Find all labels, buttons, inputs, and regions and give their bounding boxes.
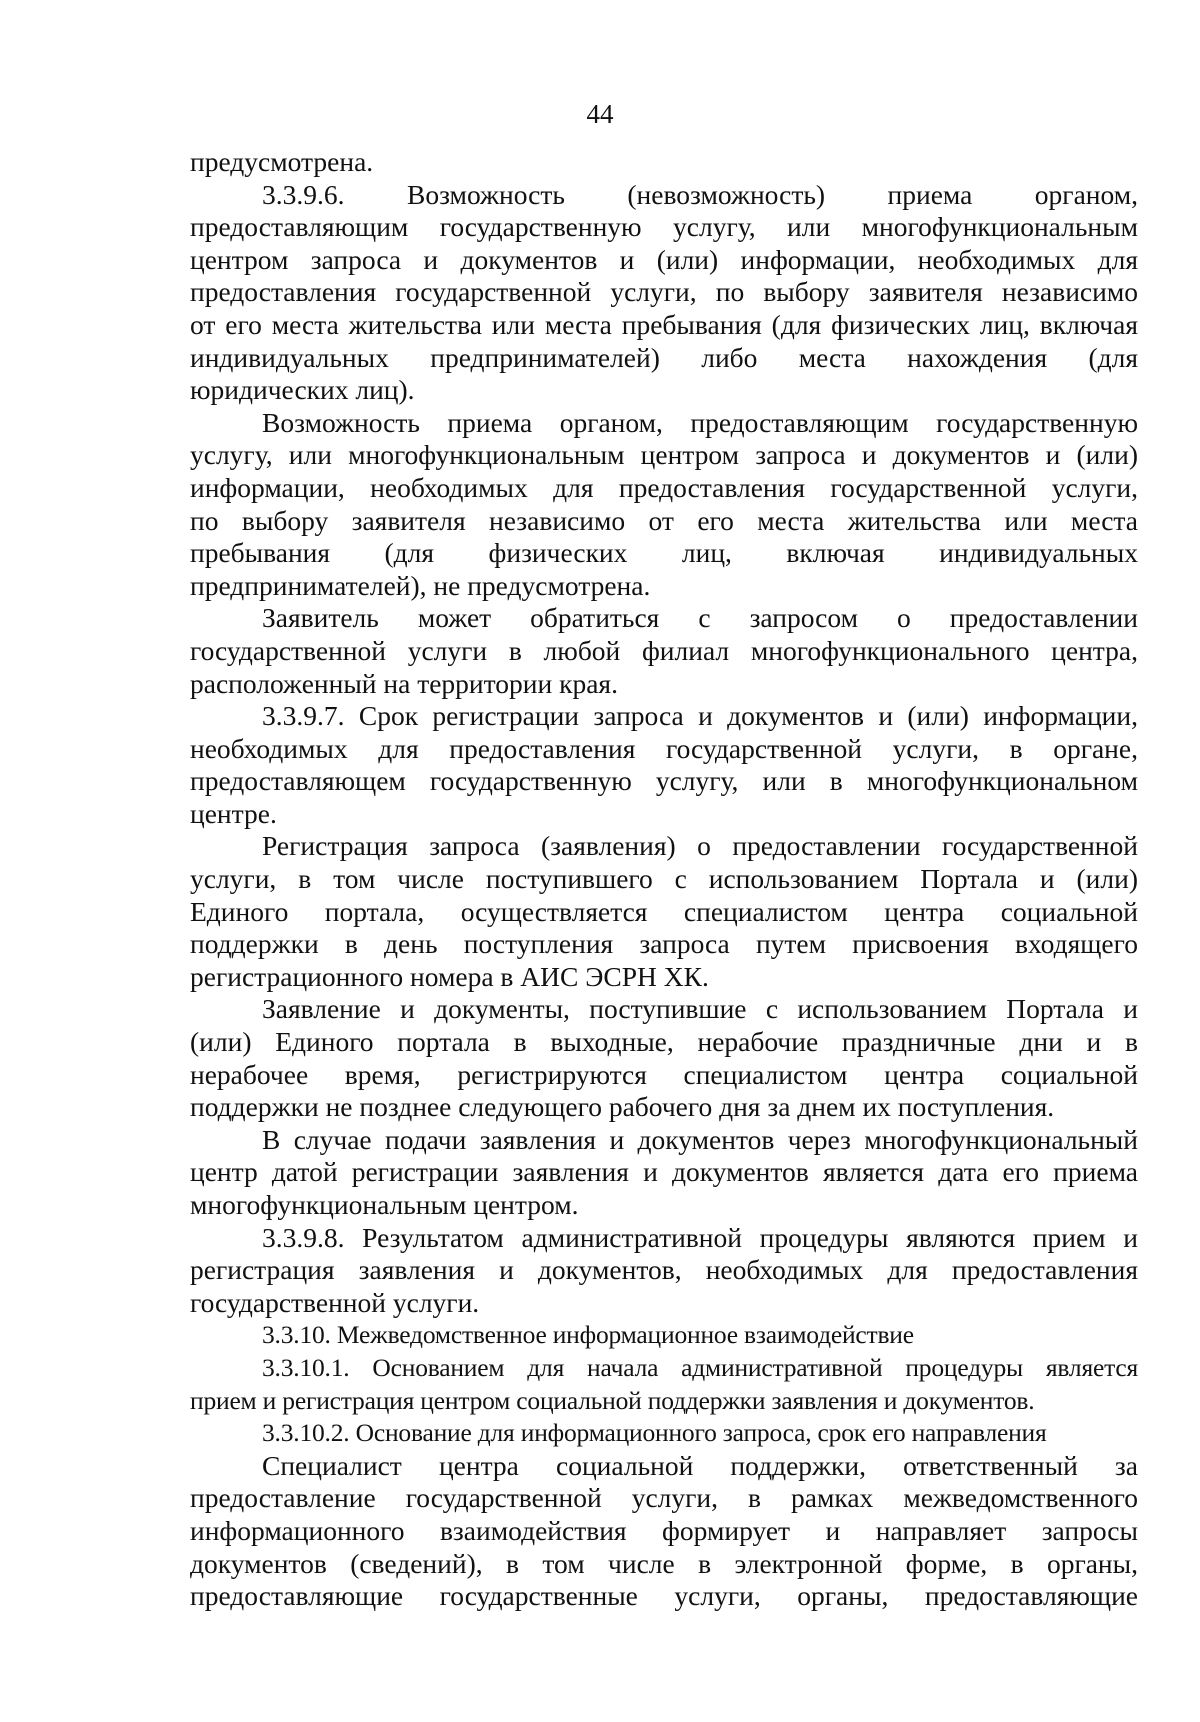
text-line: центр датой регистрации заявления и документов является дата его приема <box>190 1156 1138 1188</box>
text-line: многофункциональным центром. <box>190 1189 579 1220</box>
text-line: прием и регистрация центром социальной поддержки заявления и документов. <box>190 1385 1035 1415</box>
text-line: 3.3.10.1. Основанием для начала административной процедуры является <box>262 1352 1138 1382</box>
text-line: информации, необходимых для предоставления государственной услуги, <box>190 471 1138 503</box>
text-line: (или) Единого портала в выходные, нерабочие праздничные дни и в <box>190 1026 1138 1058</box>
text-line: нерабочее время, регистрируются специалистом центра социальной <box>190 1058 1138 1090</box>
text-line: В случае подачи заявления и документов через многофункциональный <box>262 1123 1138 1155</box>
text-line: 3.3.9.8. Результатом административной процедуры являются прием и <box>262 1221 1138 1253</box>
text-line: Заявитель может обратиться с запросом о предоставлении <box>262 602 1138 634</box>
text-line: регистрация заявления и документов, необходимых для предоставления <box>190 1254 1138 1286</box>
text-line: от его места жительства или места пребывания (для физических лиц, включая <box>190 308 1138 340</box>
text-line: 3.3.10. Межведомственное информационное взаимодействие <box>262 1320 914 1350</box>
text-line: 3.3.9.6. Возможность (невозможность) приема органом, <box>262 178 1138 210</box>
document-body <box>190 146 1138 1613</box>
text-line: 3.3.10.2. Основание для информационного запроса, срок его направления <box>262 1418 1047 1448</box>
text-line: поддержки не позднее следующего рабочего дня за днем их поступления. <box>190 1091 1055 1123</box>
text-line: предоставления государственной услуги, по выбору заявителя независимо <box>190 276 1138 308</box>
text-line: центром запроса и документов и (или) информации, необходимых для <box>190 243 1138 275</box>
text-line: предоставляющем государственную услугу, или в многофункциональном <box>190 765 1138 797</box>
text-line: юридических лиц). <box>190 374 415 406</box>
text-line: Специалист центра социальной поддержки, ответственный за <box>262 1449 1138 1481</box>
text-line: Заявление и документы, поступившие с использованием Портала и <box>262 993 1138 1025</box>
text-line: пребывания (для физических лиц, включая индивидуальных <box>190 537 1138 569</box>
text-line: услугу, или многофункциональным центром запроса и документов и (или) <box>190 439 1138 471</box>
text-line: Единого портала, осуществляется специалистом центра социальной <box>190 895 1138 927</box>
text-line: Возможность приема органом, предоставляющим государственную <box>262 406 1138 438</box>
text-line: документов (сведений), в том числе в электронной форме, в органы, <box>190 1547 1138 1579</box>
text-line: индивидуальных предпринимателей) либо места нахождения (для <box>190 341 1138 373</box>
text-line: государственной услуги в любой филиал многофункционального центра, <box>190 634 1138 666</box>
text-line: Регистрация запроса (заявления) о предоставлении государственной <box>262 830 1138 862</box>
text-line: информационного взаимодействия формирует и направляет запросы <box>190 1514 1138 1546</box>
text-line: предоставляющие государственные услуги, органы, предоставляющие <box>190 1580 1138 1612</box>
text-line: предоставление государственной услуги, в рамках межведомственного <box>190 1482 1138 1514</box>
text-line: услуги, в том числе поступившего с использованием Портала и (или) <box>190 863 1138 895</box>
text-line: 3.3.9.7. Срок регистрации запроса и документов и (или) информации, <box>262 700 1138 732</box>
text-line: расположенный на территории края. <box>190 667 618 699</box>
text-line: регистрационного номера в АИС ЭСРН ХК. <box>190 960 709 992</box>
page-number: 44 <box>586 99 614 129</box>
text-line: предусмотрена. <box>190 146 374 177</box>
text-line: поддержки в день поступления запроса путем присвоения входящего <box>190 928 1138 960</box>
text-line: предпринимателей), не предусмотрена. <box>190 569 651 601</box>
text-line: необходимых для предоставления государственной услуги, в органе, <box>190 732 1138 764</box>
text-line: предоставляющим государственную услугу, или многофункциональным <box>190 211 1138 243</box>
text-line: центре. <box>190 797 277 829</box>
text-line: по выбору заявителя независимо от его места жительства или места <box>190 504 1138 536</box>
text-line: государственной услуги. <box>190 1286 480 1318</box>
